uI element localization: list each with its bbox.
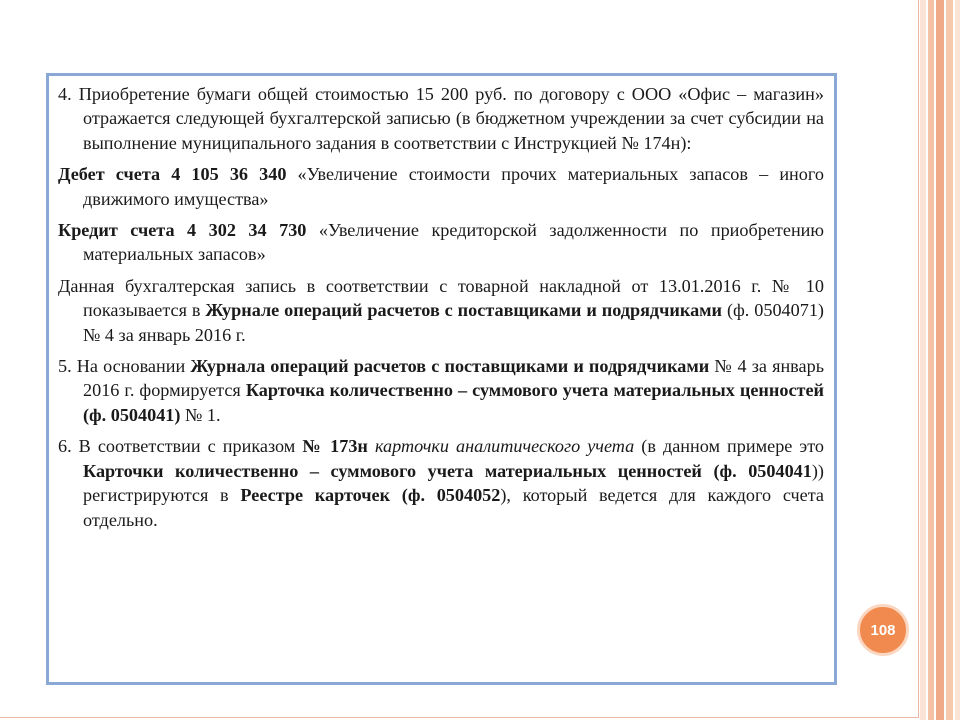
text: )) регистрируются в <box>83 460 824 506</box>
registry-name: Реестре карточек (ф. 0504052 <box>240 485 501 506</box>
journal-name: Журнале операций расчетов с поставщиками и подрядчиками <box>205 300 723 321</box>
order-number: № 173н <box>302 436 368 457</box>
text <box>368 436 375 456</box>
credit-account: Кредит счета 4 302 34 730 <box>58 220 307 241</box>
text: «Увеличение стоимости прочих материальных запасов – иного движимого имущества» <box>83 164 824 209</box>
text: 5. На основании <box>58 356 191 377</box>
card-name: Карточка количественно – суммового учета материальных ценностей (ф. 0504041) <box>83 380 825 425</box>
text: Данная бухгалтерская запись в соответствии с товарной накладной от 13.01.2016 г. № 10 показывается в <box>58 275 824 321</box>
text: 4. Приобретение бумаги общей стоимостью 15 200 руб. по договору с ООО «Офис – магазин» отражается следующей бухгалтерской записью (в бюджетном учреждении за счет субсидии на выполнение муниципального задания в соответствии с Инструкцией № 174н): <box>58 84 824 153</box>
slide-text <box>58 82 824 539</box>
paragraph-6 <box>58 434 824 532</box>
paragraph-debit <box>58 162 824 211</box>
text: № 1. <box>180 404 221 425</box>
paragraph-credit <box>58 218 824 267</box>
decorative-stripes <box>920 0 960 720</box>
page-number-badge <box>857 604 909 656</box>
text: № 4 за январь 2016 г. формируется <box>83 356 824 401</box>
debit-account: Дебет счета 4 105 36 340 <box>58 164 287 185</box>
text: ), который ведется для каждого счета отдельно. <box>83 485 825 530</box>
text: (ф. 0504071) № 4 за январь 2016 г. <box>83 300 824 345</box>
paragraph-5 <box>58 354 824 427</box>
cards-term: карточки аналитического учета <box>374 436 635 457</box>
paragraph-4 <box>58 82 824 155</box>
paragraph-journal <box>58 274 824 347</box>
text: «Увеличение кредиторской задолженности по приобретению материальных запасов» <box>83 220 824 265</box>
text: (в данном примере это <box>634 436 825 457</box>
card-name: Карточки количественно – суммового учета материальных ценностей (ф. 0504041 <box>83 460 812 481</box>
text: 6. В соответствии с приказом <box>58 436 303 457</box>
journal-name: Журнала операций расчетов с поставщиками и подрядчиками <box>190 356 710 377</box>
page-number: 108 <box>870 621 896 639</box>
